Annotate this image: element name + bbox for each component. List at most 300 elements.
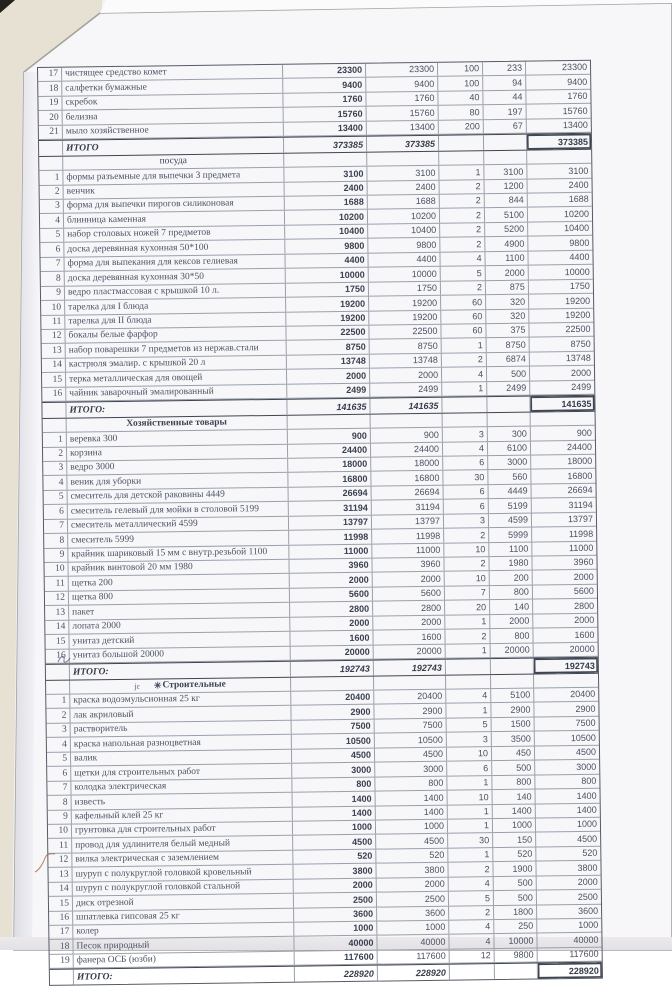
item-name: доска деревянная кухонная 50*100: [64, 240, 285, 256]
item-name: щетки для строительных работ: [71, 764, 292, 780]
quantity: [450, 964, 495, 979]
row-number: [39, 156, 63, 170]
amount-2: 800: [375, 776, 447, 790]
quantity: [439, 151, 484, 165]
quantity: [443, 413, 488, 427]
item-name: смеситель металлический 4599: [68, 516, 289, 532]
amount-1: 10400: [285, 225, 368, 240]
row-total: 1400: [576, 804, 597, 815]
row-number: 15: [45, 635, 69, 649]
unit-price: 2900: [491, 703, 534, 717]
amount-1: 16800: [288, 472, 371, 487]
amount-1: [284, 152, 367, 167]
amount-1: 13748: [287, 354, 370, 369]
item-name: растворитель: [71, 721, 292, 737]
row-number: 14: [42, 358, 66, 372]
quantity: 200: [439, 120, 484, 134]
unit-price: 1400: [493, 804, 536, 818]
amount-1: [288, 414, 371, 429]
row-total: [527, 149, 591, 163]
item-name: форма для выпекания для кексов гелиевая: [64, 255, 285, 271]
unit-price: 140: [493, 790, 536, 804]
row-total: 10400: [564, 223, 590, 234]
unit-price: 500: [492, 761, 535, 775]
amount-1: 2000: [294, 878, 377, 893]
quantity: 1: [439, 165, 484, 179]
row-total: 2000: [574, 614, 595, 626]
amount-1: 22500: [286, 326, 369, 341]
row-number: 15: [42, 373, 66, 387]
item-name: колодка электрическая: [71, 778, 292, 794]
amount-2: 16800: [371, 471, 443, 485]
row-total: 19200: [565, 295, 591, 306]
row-total: 1750: [569, 280, 590, 292]
amount-2: 2500: [377, 892, 449, 906]
row-number: 18: [38, 82, 62, 96]
quantity: 2: [440, 194, 485, 208]
quantity: 4: [442, 367, 487, 381]
amount-2: 2000: [373, 615, 445, 629]
row-number: 9: [41, 286, 65, 300]
item-name: провод для удлинителя белый медный: [72, 836, 293, 852]
unit-price: 1000: [493, 818, 536, 832]
amount-2: [371, 413, 443, 427]
row-number: 11: [45, 577, 69, 591]
row-number: 13: [48, 868, 72, 882]
row-total: 1000: [576, 819, 598, 830]
row-total: 1400: [576, 790, 597, 801]
amount-2: 40000: [377, 935, 449, 949]
item-name: формы разъемные для выпечки 3 предмета: [63, 168, 284, 184]
row-total: 13797: [567, 513, 594, 525]
row-total: 11998: [568, 528, 594, 539]
amount-2: 19200: [369, 296, 441, 310]
unit-price: 375: [486, 324, 529, 338]
item-name: унитаз большой 20000: [70, 646, 291, 662]
row-number: 13: [42, 344, 66, 358]
amount-2: [374, 675, 446, 689]
amount-2: 7500: [375, 719, 447, 733]
amount-2: 1750: [369, 281, 441, 295]
row-number: 7: [40, 257, 64, 271]
row-number: 19: [38, 97, 62, 111]
row-number: 8: [41, 272, 65, 286]
unit-price: 5199: [489, 499, 532, 513]
row-number: 6: [47, 767, 71, 781]
row-number: 13: [45, 606, 69, 620]
amount-2: 2499: [370, 382, 442, 396]
quantity: 30: [448, 833, 493, 847]
row-total: 26694: [567, 485, 593, 496]
row-total: 2800: [574, 600, 595, 611]
item-name: венчик: [64, 182, 285, 198]
amount-1: 24400: [288, 443, 371, 458]
item-name: фанера ОСБ (юзби): [74, 952, 295, 968]
item-name: шуруп с полукруглой головкой кровельный: [72, 865, 293, 881]
row-number: 12: [41, 330, 65, 344]
unit-price: 2000: [490, 614, 533, 628]
row-total: 1000: [578, 920, 599, 931]
row-total: 2000: [570, 367, 592, 378]
amount-2: 3000: [375, 762, 447, 776]
row-total: 22500: [565, 324, 591, 335]
amount-1: 2400: [285, 181, 368, 196]
quantity: 1: [442, 339, 487, 353]
amount-1: 3600: [294, 907, 377, 922]
item-name: тарелка для II блюда: [65, 312, 286, 328]
unit-price: [491, 659, 534, 674]
amount-2: 19200: [369, 310, 441, 324]
quantity: 1: [448, 805, 493, 819]
unit-price: 4599: [489, 513, 532, 527]
row-total: 8750: [570, 338, 591, 349]
quantity: 5: [441, 266, 486, 280]
amount-2: 2400: [368, 180, 440, 194]
amount-1: 1760: [283, 93, 366, 108]
quantity: [446, 675, 491, 689]
amount-2: 1600: [373, 630, 445, 644]
item-name: форма для выпечки пирогов силиконовая: [64, 197, 285, 213]
amount-2: 228920: [378, 965, 450, 980]
row-number: 10: [44, 563, 68, 577]
amount-1: 11000: [289, 544, 372, 559]
quantity: 2: [448, 862, 493, 876]
item-name: белизна: [63, 108, 284, 124]
amount-1: 19200: [286, 311, 369, 326]
unit-price: 5100: [485, 208, 528, 222]
row-number: 3: [43, 462, 67, 476]
unit-price: 20000: [491, 643, 534, 657]
unit-price: 520: [493, 847, 536, 861]
item-name: диск отрезной: [73, 894, 294, 910]
item-name: Песок природный: [73, 937, 294, 953]
unit-price: 44: [483, 90, 526, 104]
amount-2: 15760: [367, 106, 439, 120]
row-number: 6: [40, 243, 64, 257]
unit-price: 2000: [486, 266, 529, 280]
quantity: 2: [440, 180, 485, 194]
amount-1: 117600: [295, 950, 378, 965]
unit-price: 2499: [487, 381, 530, 395]
row-total: 10200: [563, 208, 590, 219]
amount-2: 11998: [372, 529, 444, 543]
row-total: 9400: [567, 76, 588, 87]
quantity: 2: [444, 557, 489, 571]
item-name: салфетки бумажные: [62, 79, 283, 95]
unit-price: 5999: [489, 528, 532, 542]
row-total: 1688: [568, 194, 589, 205]
quantity: 3: [444, 514, 489, 528]
unit-price: 3000: [488, 456, 531, 470]
amount-1: 2000: [287, 369, 370, 384]
amount-2: 2000: [377, 877, 449, 891]
item-name: ИТОГО:: [70, 662, 291, 679]
item-name: посуда: [63, 153, 284, 169]
amount-1: 3100: [284, 167, 367, 182]
amount-2: 11000: [372, 543, 444, 557]
row-total: 3600: [577, 905, 599, 916]
unit-price: 9800: [495, 948, 538, 962]
unit-price: 3100: [484, 165, 527, 179]
item-name: шуруп с полукруглой головкой стальной: [73, 879, 294, 895]
amount-2: 2900: [374, 704, 446, 718]
row-total: 2900: [575, 703, 596, 714]
row-total: 2000: [573, 571, 594, 582]
row-number: 15: [49, 897, 73, 911]
pen-squiggle-mark: [33, 850, 59, 876]
unit-price: 140: [490, 600, 533, 614]
quantity: 4: [446, 689, 491, 703]
quantity: 10: [445, 572, 490, 586]
row-number: 18: [49, 940, 73, 954]
amount-1: 15760: [284, 107, 367, 122]
amount-1: 23300: [283, 64, 366, 79]
item-name: ведро пластмассовая с крышкой 10 л.: [65, 283, 286, 299]
quantity: [439, 135, 484, 150]
amount-2: 31194: [372, 500, 444, 514]
quantity: 1: [442, 382, 487, 396]
item-name: корзина: [67, 444, 288, 460]
row-number: 5: [40, 229, 64, 243]
amount-1: 10200: [285, 210, 368, 225]
row-total: 24400: [566, 441, 593, 453]
amount-1: 8750: [287, 340, 370, 355]
row-total: 4500: [575, 746, 597, 758]
item-name: набор поварешки 7 предметов из нержав.стали: [66, 341, 287, 357]
quantity: 6: [444, 499, 489, 513]
amount-1: 1688: [285, 196, 368, 211]
quantity: 10: [447, 747, 492, 761]
quantity: 60: [441, 295, 486, 309]
amount-1: 2900: [291, 705, 374, 720]
amount-2: 1688: [368, 195, 440, 209]
item-name: крайник винтовой 20 мм 1980: [68, 560, 289, 576]
amount-1: 20400: [291, 691, 374, 706]
unit-price: 1100: [485, 251, 528, 265]
amount-2: 20400: [374, 690, 446, 704]
item-name: ИТОГО:: [74, 967, 295, 984]
item-name: ИТОГО:: [66, 400, 287, 417]
unit-price: 320: [486, 295, 529, 309]
amount-1: 2000: [290, 616, 373, 631]
item-name: лак акриловый: [70, 706, 291, 722]
amount-1: 1400: [293, 806, 376, 821]
row-total: 4500: [577, 833, 598, 844]
row-total: 3000: [576, 761, 597, 772]
amount-1: 4500: [293, 835, 376, 850]
row-number: [50, 970, 74, 985]
row-number: 2: [43, 447, 67, 461]
amount-2: 1000: [377, 921, 449, 935]
row-total: 23300: [561, 62, 588, 73]
item-name: пакет: [69, 603, 290, 619]
row-total: 15760: [562, 105, 588, 116]
amount-1: 10000: [286, 268, 369, 283]
unit-price: 3500: [492, 732, 535, 746]
amount-1: 900: [288, 429, 371, 444]
row-number: 5: [44, 490, 68, 504]
amount-2: 10000: [369, 267, 441, 281]
item-name: смеситель для детской раковины 4449: [68, 488, 289, 504]
row-total: 18000: [567, 456, 593, 467]
row-number: 7: [44, 519, 68, 533]
row-total: 1600: [574, 629, 595, 640]
row-number: 4: [43, 476, 67, 490]
row-number: 7: [47, 781, 71, 795]
row-total: 10000: [564, 266, 590, 277]
amount-2: 520: [376, 848, 448, 862]
item-name: унитаз детский: [69, 632, 290, 648]
amount-1: 1750: [286, 282, 369, 297]
row-total: 16800: [567, 470, 593, 481]
quantity: 80: [439, 105, 484, 119]
amount-1: 3800: [293, 864, 376, 879]
amount-1: 1000: [293, 821, 376, 836]
unit-price: 450: [492, 746, 535, 760]
unit-price: 233: [483, 62, 526, 76]
item-name: вилка электрическая с заземлением: [72, 851, 293, 867]
unit-price: 800: [492, 775, 535, 789]
quantity: 7: [445, 586, 490, 600]
unit-price: 300: [488, 427, 531, 441]
amount-1: 228920: [295, 966, 378, 982]
amount-1: 18000: [288, 458, 371, 473]
item-name: крайник шариковый 15 мм с внутр.резьбой 1100: [68, 545, 289, 561]
row-total: 2400: [568, 179, 589, 191]
unit-price: 150: [493, 833, 536, 847]
quantity: 60: [441, 310, 486, 324]
row-total: 117600: [569, 949, 599, 960]
amount-2: 24400: [371, 442, 443, 456]
row-number: 8: [48, 796, 72, 810]
quantity: 2: [444, 528, 489, 542]
row-number: 14: [45, 620, 69, 634]
amount-2: 117600: [378, 950, 450, 964]
item-name: блинница каменная: [64, 211, 285, 227]
item-name: кафельный клей 25 кг: [72, 807, 293, 823]
row-total: 1760: [567, 91, 588, 102]
amount-2: 1400: [376, 791, 448, 805]
row-number: 12: [45, 592, 69, 606]
row-number: 17: [49, 926, 73, 940]
unit-price: 560: [488, 470, 531, 484]
row-total: 11000: [568, 542, 594, 554]
quantity: 30: [443, 471, 488, 485]
unit-price: 320: [486, 309, 529, 323]
amount-1: 3960: [289, 559, 372, 574]
amount-2: 3100: [367, 166, 439, 180]
amount-2: 1400: [376, 805, 448, 819]
row-number: 16: [42, 387, 66, 401]
item-name: колер: [73, 923, 294, 939]
quantity: 5: [449, 891, 494, 905]
quantity: 2: [440, 237, 485, 251]
amount-1: 2000: [290, 573, 373, 588]
amount-2: 13748: [370, 354, 442, 368]
row-number: 12: [48, 853, 72, 867]
unit-price: 6100: [488, 441, 531, 455]
item-name: краска водоэмульсионная 25 кг: [70, 692, 291, 708]
amount-1: 26694: [289, 486, 372, 501]
quantity: 2: [442, 353, 487, 367]
quantity: 100: [438, 62, 483, 76]
quantity: 1: [447, 776, 492, 790]
quantity: 1: [446, 704, 491, 718]
amount-2: [367, 151, 439, 165]
amount-1: 800: [292, 777, 375, 792]
amount-2: 2000: [370, 368, 442, 382]
amount-2: 141635: [370, 398, 442, 413]
row-total: [534, 673, 598, 687]
amount-2: 26694: [372, 486, 444, 500]
row-number: 17: [38, 68, 62, 82]
unit-price: 8750: [487, 338, 530, 352]
amount-2: 8750: [370, 339, 442, 353]
row-total: 31194: [568, 499, 593, 510]
row-total: 228920: [538, 963, 602, 978]
unit-price: [495, 964, 538, 979]
item-name: мыло хозяйственное: [63, 123, 284, 139]
item-name: набор столовых ножей 7 предметов: [64, 226, 285, 242]
amount-1: 1000: [294, 922, 377, 937]
quantity: 6: [447, 761, 492, 775]
row-number: 19: [50, 954, 74, 968]
quantity: 2: [441, 281, 486, 295]
quantity: 1: [448, 848, 493, 862]
row-total: 3800: [577, 862, 598, 873]
row-number: 9: [44, 548, 68, 562]
amount-2: 3600: [377, 906, 449, 920]
item-name: краска напольная разноцветная: [71, 735, 292, 751]
item-name: веник для уборки: [67, 473, 288, 489]
amount-1: 11998: [289, 530, 372, 545]
amount-2: 18000: [371, 457, 443, 471]
amount-1: [291, 676, 374, 691]
row-number: 2: [46, 709, 70, 723]
quantity: 40: [438, 91, 483, 105]
item-name: грунтовка для строительных работ: [72, 822, 293, 838]
quantity: 2: [440, 223, 485, 237]
row-total: [531, 411, 595, 425]
row-total: 7500: [575, 718, 596, 729]
amount-2: 1000: [376, 820, 448, 834]
unit-price: 200: [490, 571, 533, 585]
row-total: 800: [581, 775, 597, 786]
unit-price: 800: [490, 629, 533, 643]
quantity: 10: [444, 543, 489, 557]
row-total: 4400: [569, 251, 590, 263]
row-number: [46, 665, 70, 680]
item-name: веревка 300: [67, 430, 288, 446]
amount-1: 19200: [286, 297, 369, 312]
quantity: 1: [445, 615, 490, 629]
row-number: 2: [40, 185, 64, 199]
row-number: 8: [44, 534, 68, 548]
amount-1: 4400: [285, 253, 368, 268]
amount-2: 9800: [368, 238, 440, 252]
quantity: 12: [450, 949, 495, 963]
item-name: лопата 2000: [69, 617, 290, 633]
unit-price: 6874: [487, 352, 530, 366]
unit-price: 800: [490, 585, 533, 599]
unit-price: 1200: [485, 179, 528, 193]
quantity: 1: [446, 644, 491, 658]
amount-2: 2800: [373, 601, 445, 615]
item-name: чистящее средство комет: [62, 65, 283, 81]
amount-2: 10200: [368, 209, 440, 223]
row-total: 20400: [570, 689, 596, 700]
row-number: 6: [44, 505, 68, 519]
